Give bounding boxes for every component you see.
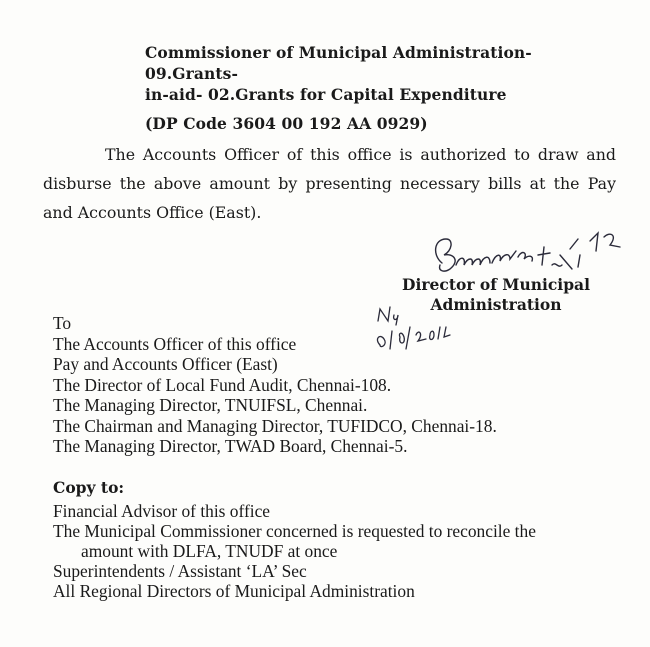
recipient-list [53,313,613,457]
recipient-item: The Accounts Officer of this office [53,333,297,354]
head-of-account [145,42,625,134]
para-line-2: disburse the above amount by presenting necessary bills at the Pay [43,174,616,193]
copy-item: The Municipal Commissioner concerned is requested to reconcile the [53,521,536,541]
copy-to-heading: Copy to: [53,478,125,497]
para-line-3: and Accounts Office (East). [43,203,262,222]
recipient-item: Pay and Accounts Officer (East) [53,354,278,374]
recipient-item: The Managing Director, TWAD Board, Chennai-5. [53,436,408,456]
copy-to-list [53,501,623,601]
signatory-title: Director of Municipal [402,275,590,294]
recipient-item: The Managing Director, TNUIFSL, Chennai. [53,395,368,415]
authorization-paragraph [43,140,616,227]
recipient-item: The Chairman and Managing Director, TUFIDCO, Chennai-18. [53,415,497,436]
para-line-1: The Accounts Officer of this office is authorized to draw and [105,145,616,164]
dp-code: (DP Code 3604 00 192 AA 0929) [145,114,428,133]
signatory-department: Administration [430,295,562,314]
to-label: To [53,313,72,333]
copy-item: Financial Advisor of this office [53,501,271,521]
head-line-1: Commissioner of Municipal Administration- 09.Grants- [145,43,532,83]
copy-item: Superintendents / Assistant ‘LA’ Sec [53,561,307,581]
copy-item-continuation: amount with DLFA, TNUDF at once [81,541,338,561]
recipient-item: The Director of Local Fund Audit, Chennai-108. [53,374,392,395]
copy-item: All Regional Directors of Municipal Administration [53,581,415,601]
head-line-2: in-aid- 02.Grants for Capital Expenditure [145,85,507,104]
